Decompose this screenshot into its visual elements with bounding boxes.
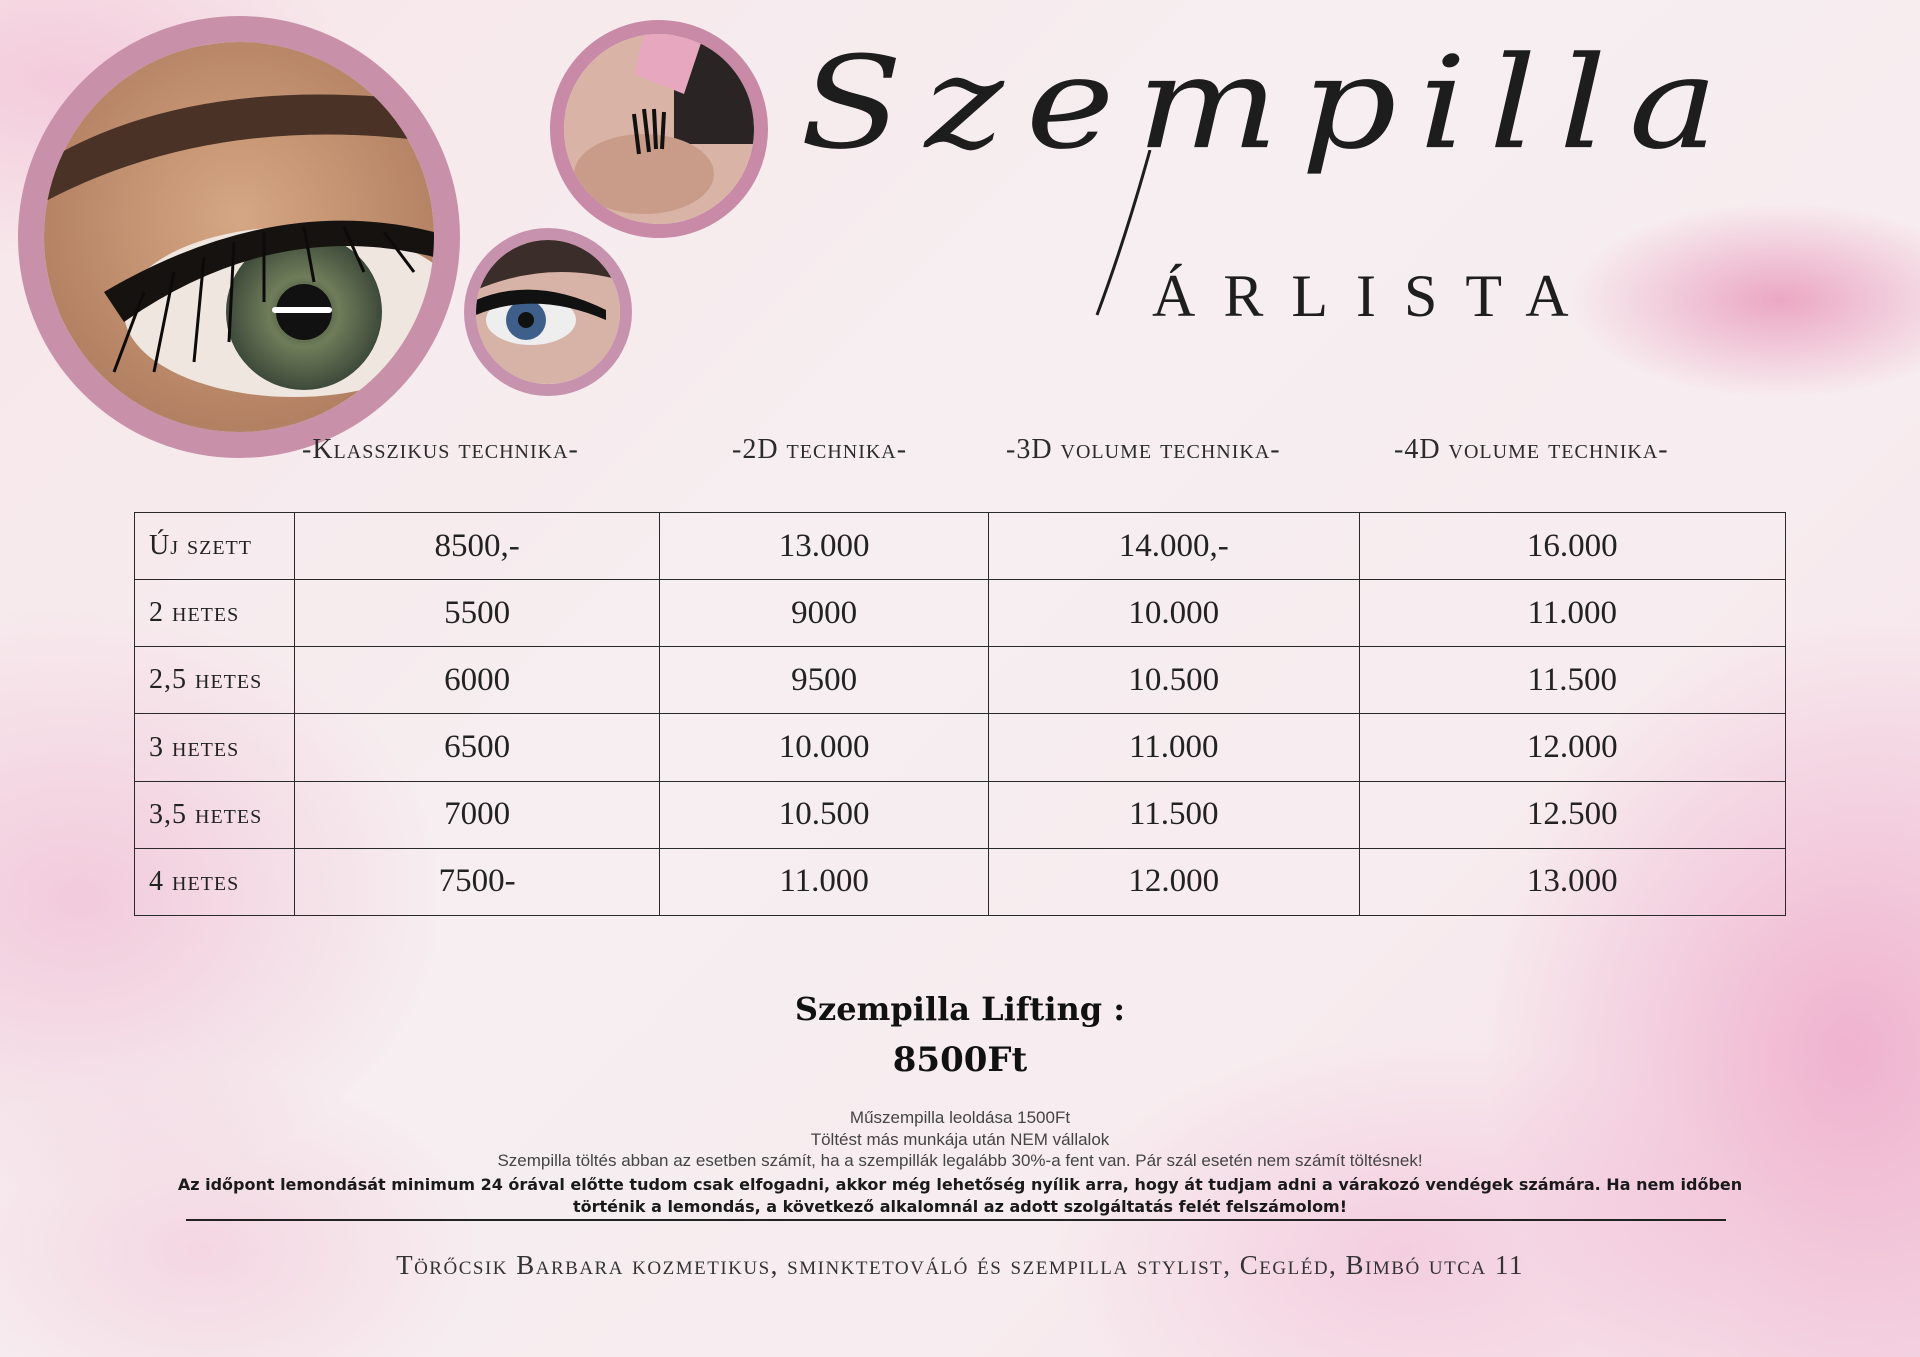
price-cell: 12.000: [1359, 714, 1785, 781]
column-header-3d: -3D volume technika-: [1006, 434, 1281, 465]
price-cell: 12.000: [988, 848, 1359, 915]
table-row: [135, 647, 1786, 714]
note-removal: Műszempilla leoldása 1500Ft: [849, 1108, 1071, 1127]
price-cell: 9000: [660, 580, 989, 647]
note-cancellation: Az időpont lemondását minimum 24 órával előtte tudom csak elfogadni, akkor még lehetőség nyílik arra, hogy át tudjam adni a várakozó vendégek számára. Ha nem időben történik a lemondás, a következő alkalomnál az adott szolgáltatás felét felszámolom!: [177, 1175, 1743, 1216]
row-label: 3,5 hetes: [135, 781, 295, 848]
price-cell: 13.000: [660, 513, 989, 580]
row-label: 4 hetes: [135, 848, 295, 915]
price-cell: 11.000: [1359, 580, 1785, 647]
table-row: [135, 714, 1786, 781]
table-row: [135, 781, 1786, 848]
price-cell: 6000: [294, 647, 660, 714]
divider: [186, 1219, 1726, 1221]
note-refill-condition: Szempilla töltés abban az esetben számít, ha a szempillák legalább 30%-a fent van. Pár szál esetén nem számít töltésnek!: [497, 1151, 1423, 1170]
title-flourish: [1095, 150, 1155, 320]
page-title-script: Szempilla: [800, 29, 1741, 178]
price-cell: 12.500: [1359, 781, 1785, 848]
row-label: 2 hetes: [135, 580, 295, 647]
table-row: [135, 580, 1786, 647]
price-cell: 16.000: [1359, 513, 1785, 580]
lash-application-photo: [550, 20, 768, 238]
price-cell: 11.500: [988, 781, 1359, 848]
table-row: [135, 513, 1786, 580]
price-cell: 10.500: [988, 647, 1359, 714]
eye-lash-closeup-photo: [18, 16, 460, 458]
row-label: Új szett: [135, 513, 295, 580]
page-subtitle: ÁRLISTA: [1152, 263, 1597, 329]
price-cell: 11.000: [660, 848, 989, 915]
price-cell: 10.000: [988, 580, 1359, 647]
price-cell: 10.000: [660, 714, 989, 781]
row-label: 3 hetes: [135, 714, 295, 781]
price-cell: 7000: [294, 781, 660, 848]
lifting-price: 8500Ft: [892, 1040, 1028, 1080]
note-refill-policy: Töltést más munkája után NEM vállalok: [810, 1130, 1110, 1149]
column-header-2d: -2D technika-: [732, 434, 908, 465]
row-label: 2,5 hetes: [135, 647, 295, 714]
table-row: [135, 848, 1786, 915]
footer-contact: Törőcsik Barbara kozmetikus, sminktetováló és szempilla stylist, Cegléd, Bimbó utca 11: [396, 1250, 1524, 1280]
price-cell: 6500: [294, 714, 660, 781]
price-cell: 5500: [294, 580, 660, 647]
price-cell: 13.000: [1359, 848, 1785, 915]
price-cell: 10.500: [660, 781, 989, 848]
price-cell: 14.000,-: [988, 513, 1359, 580]
lifting-title: Szempilla Lifting :: [794, 990, 1126, 1028]
price-cell: 7500-: [294, 848, 660, 915]
column-header-4d: -4D volume technika-: [1394, 434, 1669, 465]
column-header-klasszikus: -Klasszikus technika-: [302, 434, 579, 465]
price-cell: 11.000: [988, 714, 1359, 781]
lash-eye-detail-photo: [464, 228, 632, 396]
price-cell: 8500,-: [294, 513, 660, 580]
price-cell: 11.500: [1359, 647, 1785, 714]
price-table: [134, 512, 1786, 916]
price-cell: 9500: [660, 647, 989, 714]
